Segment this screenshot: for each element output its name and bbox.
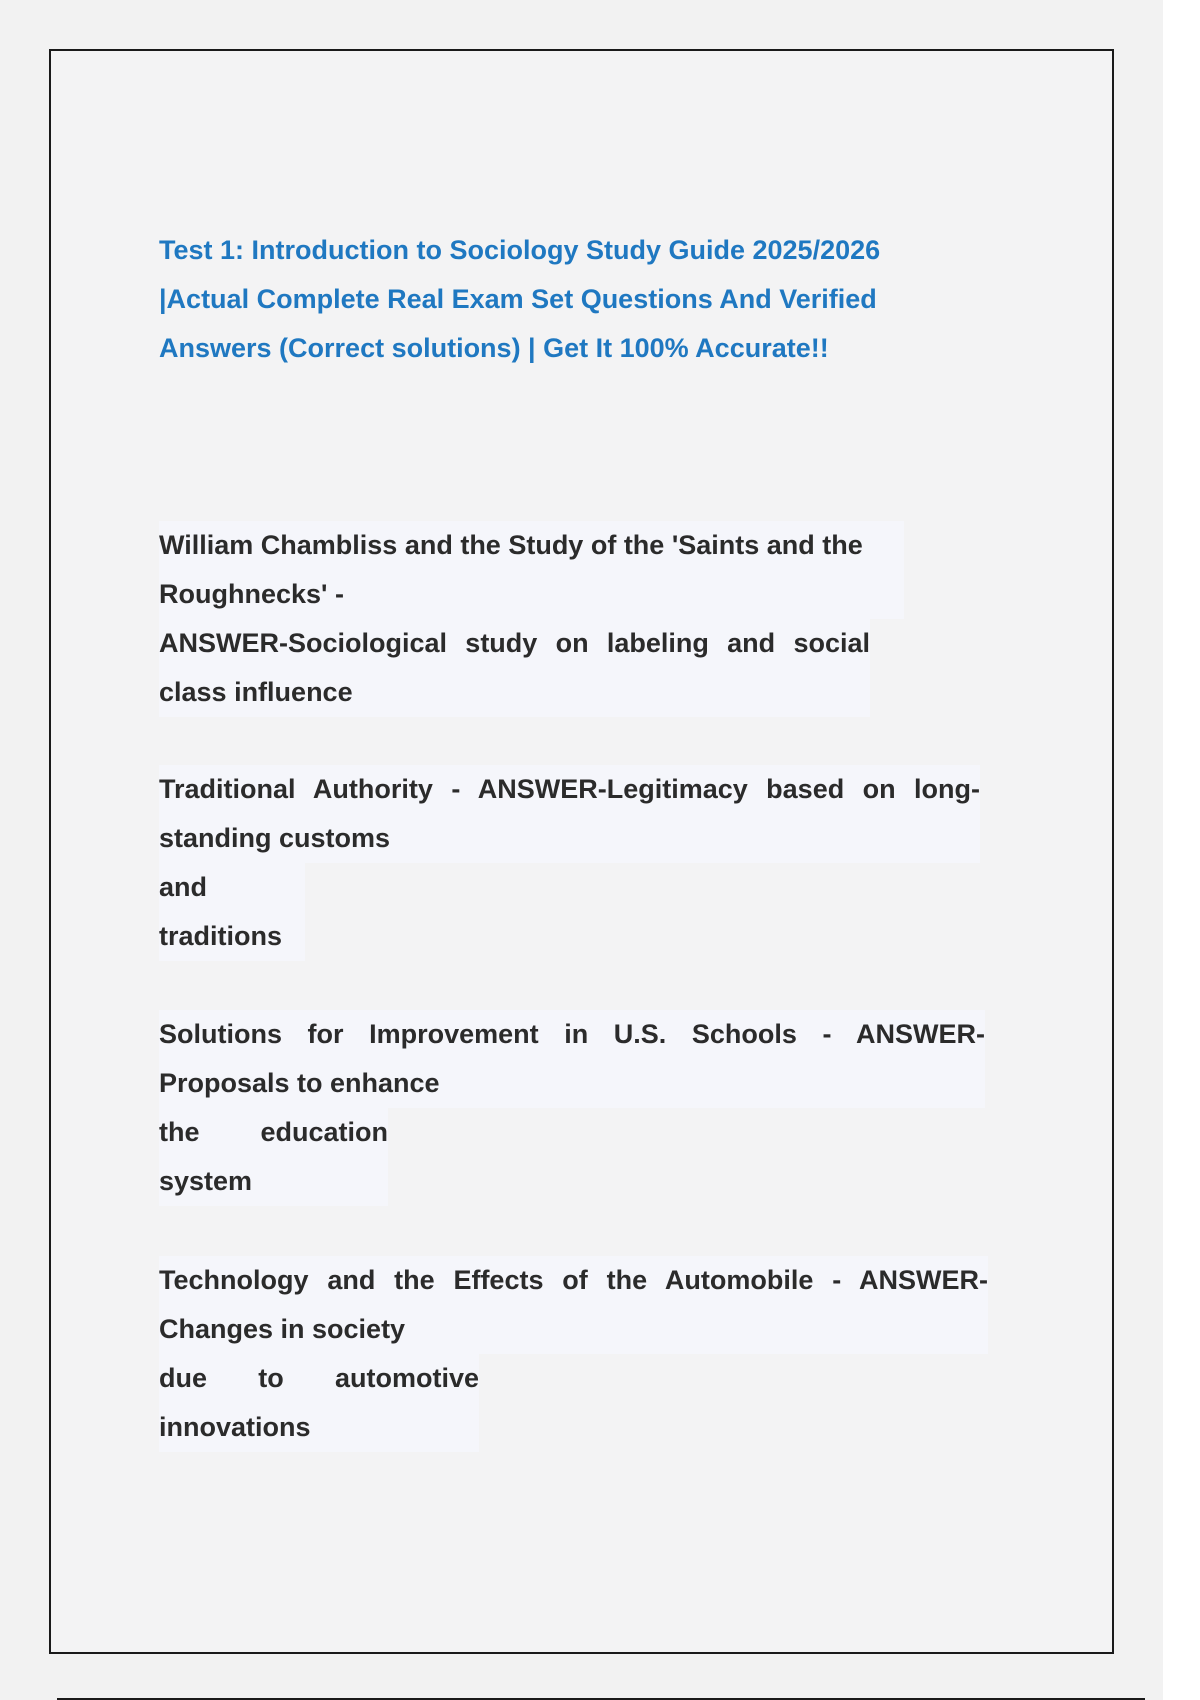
qa-line: traditions xyxy=(159,912,305,961)
qa-continuation xyxy=(159,863,305,961)
qa-line: and xyxy=(159,863,305,912)
qa-answer xyxy=(159,619,870,717)
qa-word: education xyxy=(260,1117,388,1147)
qa-spread-line xyxy=(159,1354,479,1403)
qa-line: Traditional Authority - ANSWER-Legitimacy based on long- xyxy=(159,765,980,814)
qa-word: automotive xyxy=(334,1363,479,1393)
qa-line: innovations xyxy=(159,1403,479,1452)
qa-term-line: William Chambliss and the Study of the 'Saints and the xyxy=(159,521,904,570)
qa-line: system xyxy=(159,1157,388,1206)
qa-term-line: Roughnecks' - xyxy=(159,570,904,619)
qa-continuation xyxy=(159,1354,479,1452)
qa-line: Changes in society xyxy=(159,1305,988,1354)
qa-line: Proposals to enhance xyxy=(159,1059,985,1108)
qa-word: the xyxy=(159,1117,200,1147)
qa-continuation xyxy=(159,1108,388,1206)
qa-item xyxy=(159,1010,985,1108)
document-title: Test 1: Introduction to Sociology Study Guide 2025/2026 |Actual Complete Real Exam Set Questions And Verified Answers (Correct solutions) | Get It 100% Accurate!! xyxy=(159,235,881,363)
qa-line: Solutions for Improvement in U.S. Schools - ANSWER- xyxy=(159,1010,985,1059)
qa-item xyxy=(159,521,904,619)
qa-answer-line: ANSWER-Sociological study on labeling and social xyxy=(159,619,870,668)
qa-word: due xyxy=(159,1363,208,1393)
qa-spread-line xyxy=(159,1108,388,1157)
qa-answer-line: class influence xyxy=(159,668,870,717)
viewer-margin xyxy=(1163,0,1200,1700)
qa-line: standing customs xyxy=(159,814,980,863)
qa-item xyxy=(159,1256,988,1354)
qa-item xyxy=(159,765,980,863)
qa-word: to xyxy=(258,1363,284,1393)
qa-line: Technology and the Effects of the Automobile - ANSWER- xyxy=(159,1256,988,1305)
